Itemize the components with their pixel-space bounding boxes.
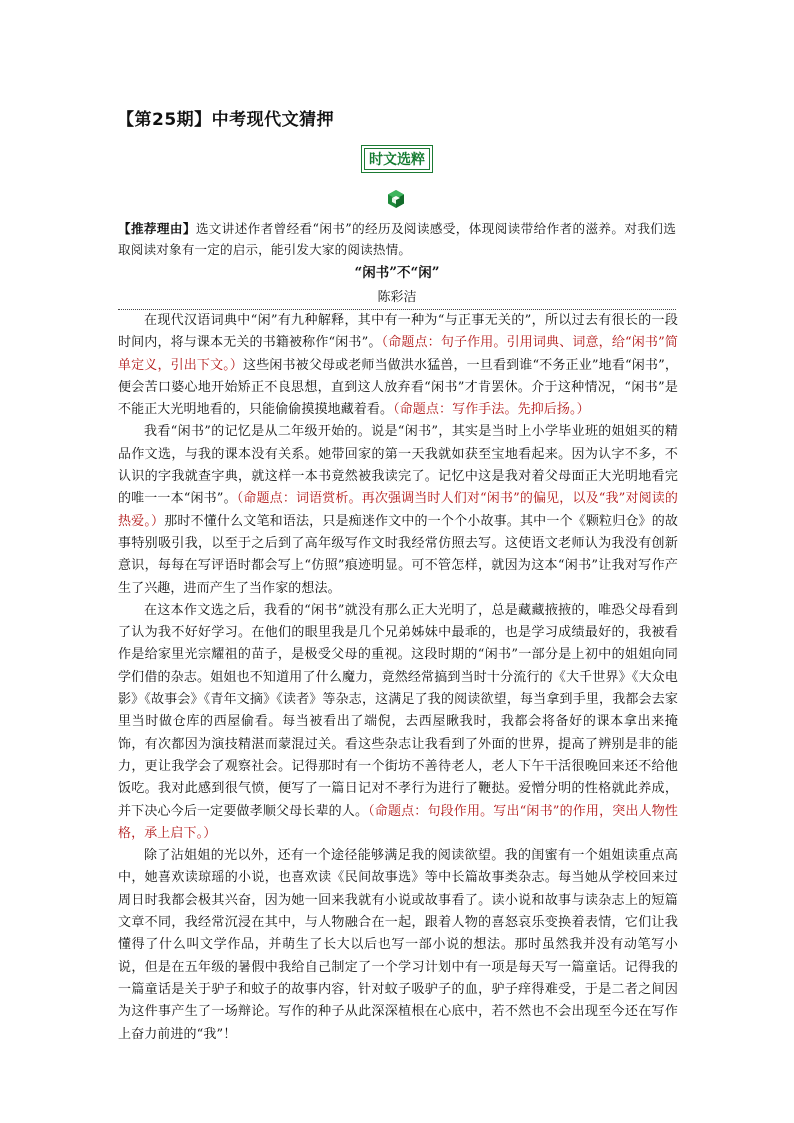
green-cube-icon — [386, 189, 406, 209]
article-title: “闲书”不“闲” — [354, 265, 440, 281]
paragraph-text: 这些闲书被父母或老师当做洪水猛兽，一旦看到谁“不务正业”地看“闲书”，便会苦口婆心地开始矫正不良思想，直到这人放弃看“闲书”才肯罢休。介于这种情况，“闲书”是不能正大光明地看的，只能偷偷摸摸地藏着看。 — [118, 357, 678, 418]
reason-lead: 【推荐理由】 — [118, 221, 196, 236]
paragraph-text: 除了沾姐姐的光以外，还有一个途径能够满足我的阅读欲望。我的闺蜜有一个姐姐读重点高中，她喜欢读琼瑶的小说，也喜欢读《民间故事选》等中长篇故事类杂志。每当她从学校回来过周日时我都会极其兴奋，因为她一回来我就有小说或故事看了。读小说和故事与读杂志上的短篇文章不同，我经常沉浸在其中，与人物融合在一起，跟着人物的喜怒哀乐变换着表情，它们让我懂得了什么叫文学作品，并萌生了长大以后也写一部小说的想法。那时虽然我并没有动笔写小说，但是在五年级的暑假中我给自己制定了一个学习计划中有一项是每天写一篇童话。记得我的一篇童话是关于驴子和蚊子的故事内容，针对蚊子吸驴子的血，驴子痒得难受，于是二者之间因为这件事产生了一场辩论。写作的种子从此深深植根在心底中，若不然也不会出现至今还在写作上奋力前进的“我”！ — [118, 848, 678, 1042]
paragraph-1 — [118, 310, 678, 421]
annotation-note: （命题点：句段作用。写出“闲书”的作用，突出人物性格，承上启下。） — [118, 803, 678, 841]
paragraph-4 — [118, 845, 678, 1046]
annotation-note: （命题点：句子作用。引用词典、词意，给“闲书”简单定义，引出下文。） — [118, 335, 678, 373]
column-tag: 时文选粹 — [364, 148, 430, 170]
paragraph-text: 我看“闲书”的记忆是从二年级开始的。说是“闲书”，其实是当时上小学毕业班的姐姐买的精品作文选，与我的课本没有关系。她带回家的第一天我就如获至宝地看起来。因为认字不多，不认识的字我就查字典，就这样一本书竟然被我读完了。记忆中这是我对着父母面正大光明地看完的唯一一本“闲书”。 — [118, 424, 678, 507]
recommendation-reason — [118, 218, 676, 260]
paragraph-text: 在现代汉语词典中“闲”有九种解释，其中有一种为“与正事无关的”，所以过去有很长的一段时间内，将与课本无关的书籍被称作“闲书”。 — [118, 313, 678, 351]
paragraph-text: 那时不懂什么文笔和语法，只是痴迷作文中的一个个小故事。其中一个《颗粒归仓》的故事特别吸引我，以至于之后到了高年级写作文时我经常仿照去写。这使语文老师认为我没有创新意识，每每在写评语时都会写上“仿照”痕迹明显。可不管怎样，就因为这本“闲书”让我对写作产生了兴趣，进而产生了当作家的想法。 — [118, 513, 679, 596]
annotation-note: （命题点：词语赏析。再次强调当时人们对“闲书”的偏见，以及“我”对阅读的热爱。） — [118, 491, 679, 529]
paragraph-3 — [118, 600, 678, 845]
paragraph-text: 在这本作文选之后，我看的“闲书”就没有那么正大光明了，总是藏藏掖掖的，唯恐父母看到了认为我不好好学习。在他们的眼里我是几个兄弟姊妹中最乖的，也是学习成绩最好的，我被看作是给家里光宗耀祖的苗子，是极受父母的重视。这段时期的“闲书”一部分是上初中的姐姐向同学们借的杂志。姐姐也不知道用了什么魔力，竟然经常搞到当时十分流行的《大千世界》《大众电影》《故事会》《青年文摘》《读者》等杂志，这满足了我的阅读欲望，每当拿到手里，我都会去家里当时做仓库的西屋偷看。每当被看出了端倪，去西屋瞅我时，我都会将备好的课本拿出来掩饰，有次都因为演技精湛而蒙混过关。看这些杂志让我看到了外面的世界，提高了辨别是非的能力，更让我学会了观察社会。记得那时有一个街坊不善待老人，老人下午干活很晚回来还不给他饭吃。我对此感到很气愤，便写了一篇日记对不孝行为进行了鞭挞。爱憎分明的性格就此养成，并下决心今后一定要做孝顺父母长辈的人。 — [118, 602, 678, 819]
article-body — [118, 310, 678, 1046]
reason-text: 选文讲述作者曾经看“闲书”的经历及阅读感受，体现阅读带给作者的滋养。对我们选取阅读对象有一定的启示，能引发大家的阅读热情。 — [118, 221, 677, 257]
annotation-note: （命题点：写作手法。先抑后扬。） — [393, 402, 590, 418]
article-author: 陈彩洁 — [377, 290, 417, 305]
paragraph-2 — [118, 421, 678, 599]
page-title: 【第25期】中考现代文猜押 — [117, 110, 335, 130]
